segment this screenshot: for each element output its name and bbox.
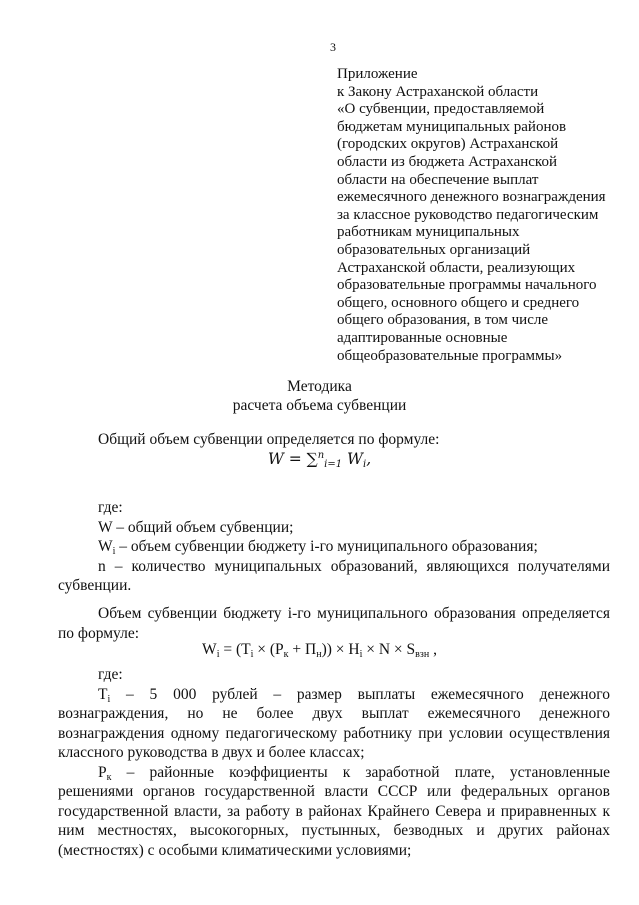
appendix-line: Астраханской области, реализующих (337, 259, 576, 276)
formula-intro-paragraph: Общий объем субвенции определяется по формуле: (98, 431, 440, 448)
municipal-subvention-formula (0, 640, 639, 660)
appendix-line: к Закону Астраханской области (337, 83, 539, 100)
where-block-2 (58, 665, 610, 860)
where-label-2: где: (98, 666, 123, 683)
appendix-line: работникам муниципальных (337, 224, 520, 241)
formula-sum-lower: i=1 (324, 459, 343, 470)
formula-lhs: W = ∑ (267, 450, 318, 468)
definition-w: W – общий объем субвенции; (98, 518, 294, 536)
f2-part: , (429, 641, 437, 658)
page-number: 3 (330, 40, 336, 54)
formula-sum-upper: n (317, 449, 325, 461)
f2-part: W (202, 641, 217, 658)
f2-sub: i (216, 649, 220, 660)
appendix-line: за классное руководство педагогическим (337, 206, 599, 223)
f2-part: = (T (219, 641, 251, 658)
appendix-line: образовательные программы начального (337, 277, 597, 294)
definition-n: n – количество муниципальных образований, являющихся получателями субвенции. (58, 557, 610, 594)
document-heading (0, 377, 639, 415)
heading-subtitle: расчета объема субвенции (232, 397, 407, 414)
appendix-line: области на обеспечение выплат (337, 171, 539, 188)
pk-text: – районные коэффициенты к заработной плате, установленные решениями органов государственной власти СССР или федеральных органов государственной власти, за работу в районах Крайнего Севера и приравненных к ним местностях, высокогорных, пустынных, безводных и других районах (местностях) с особыми климатическими условиями; (58, 763, 610, 859)
f2-part: × N × S (362, 641, 416, 658)
f2-part: )) × H (321, 641, 360, 658)
appendix-line: области из бюджета Астраханской (337, 153, 557, 170)
ti-symbol: T (98, 685, 108, 703)
formula-term-sub: i (362, 459, 367, 470)
appendix-line: Приложение (337, 66, 418, 82)
appendix-line: (городских округов) Астраханской (337, 136, 559, 153)
wi-subscript: i (112, 546, 116, 557)
f2-sub: взн (415, 649, 430, 660)
pk-symbol: P (98, 763, 107, 781)
total-subvention-formula (0, 450, 639, 470)
appendix-line: общего образования, в том числе (337, 312, 549, 329)
appendix-line: образовательных организаций (337, 241, 531, 258)
f2-part: × (P (253, 641, 284, 658)
wi-text: – объем субвенции бюджету i-го муниципального образования; (115, 538, 538, 555)
where-block-1 (58, 498, 610, 596)
f2-sub: к (283, 649, 289, 660)
appendix-line: адаптированные основные (337, 329, 508, 346)
appendix-line: ежемесячного денежного вознаграждения (337, 189, 606, 206)
formula-term: W (342, 450, 363, 468)
f2-sub: i (359, 649, 363, 660)
where-label: где: (98, 499, 123, 516)
formula-tail: , (366, 450, 372, 468)
heading-title: Методика (287, 378, 352, 395)
definition-wi (58, 537, 610, 557)
ti-text: – 5 000 рублей – размер выплаты ежемесячного денежного вознаграждения, но не более двух выплат ежемесячного денежного вознаграждения одному педагогическому работнику при условии осуществления классного руководства в двух и более классах; (58, 685, 610, 761)
appendix-header (337, 66, 627, 365)
appendix-line: бюджетам муниципальных районов (337, 118, 567, 135)
wi-symbol: W (98, 538, 113, 555)
f2-sub: i (250, 649, 254, 660)
appendix-line: «О субвенции, предоставляемой (337, 101, 545, 118)
appendix-line: общеобразовательные программы» (337, 347, 563, 364)
appendix-line: общего, основного общего и среднего (337, 294, 580, 311)
f2-sub: н (316, 649, 322, 660)
ti-subscript: i (107, 693, 111, 705)
definition-ti (58, 685, 610, 763)
definition-pk (58, 763, 610, 861)
pk-subscript: к (106, 771, 112, 783)
formula-intro-paragraph-2: Объем субвенции бюджету i-го муниципального образования определяется по формуле: (58, 605, 610, 642)
f2-part: + П (288, 641, 317, 658)
